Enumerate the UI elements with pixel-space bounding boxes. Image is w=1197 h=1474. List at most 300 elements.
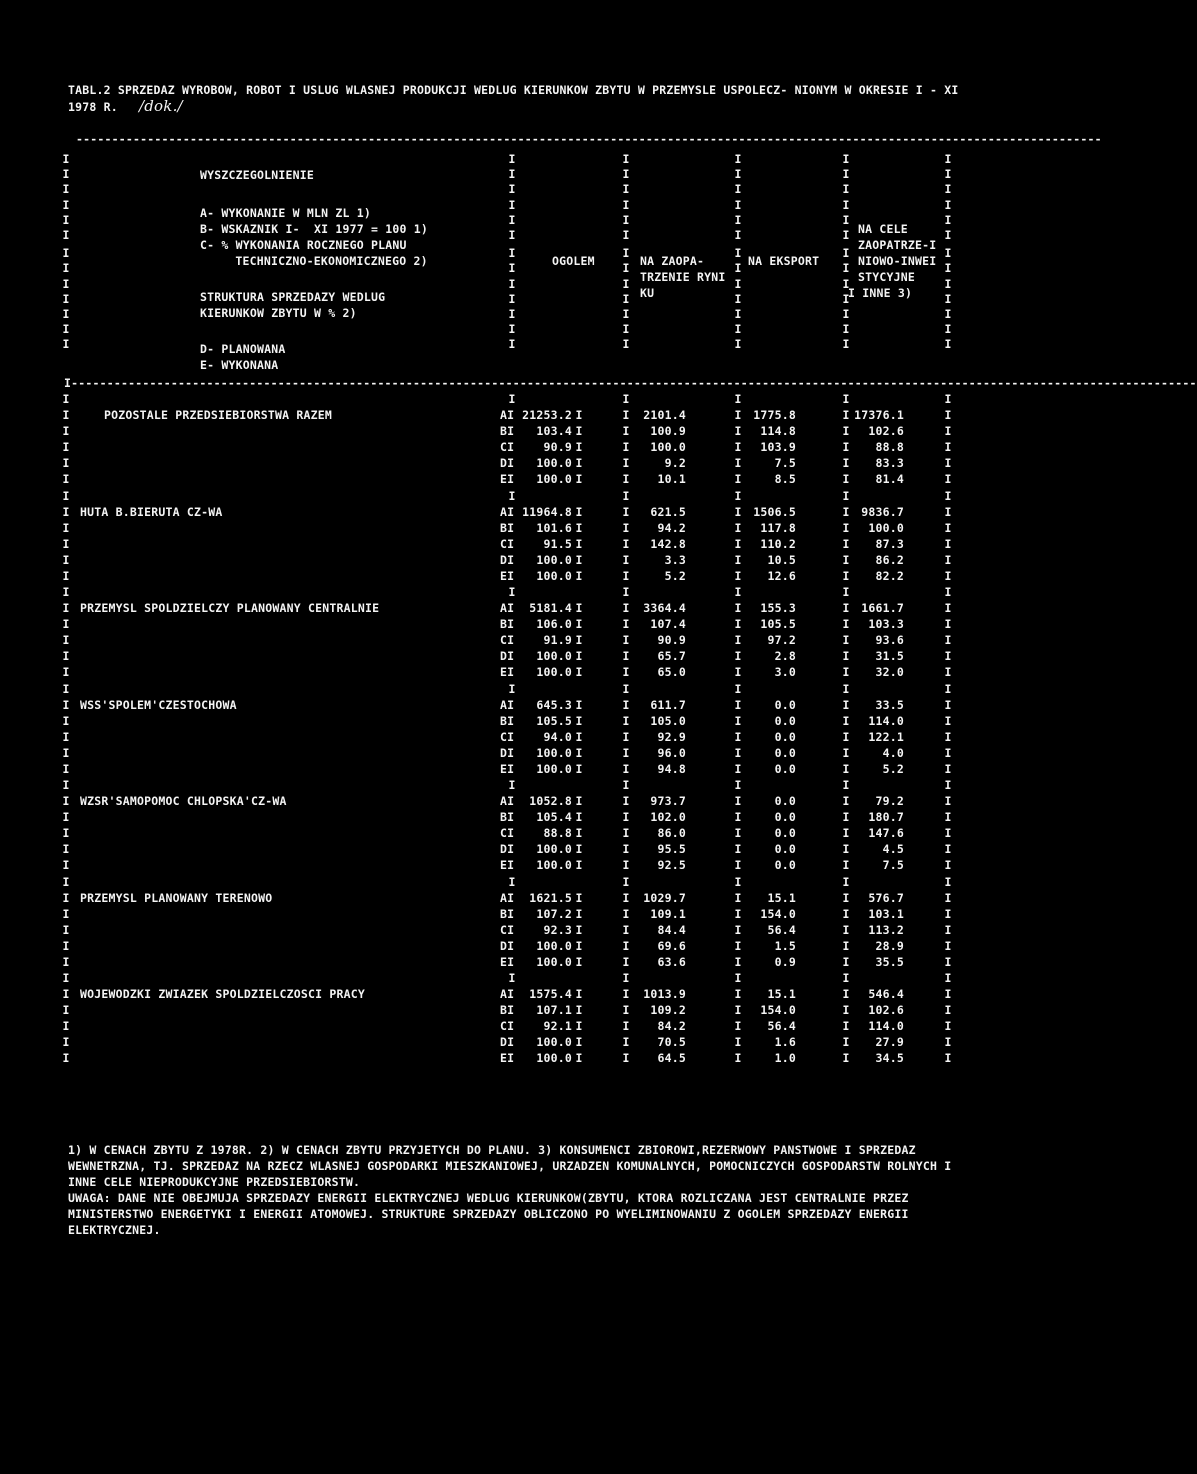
column-divider: I (944, 601, 952, 615)
column-divider: I (944, 922, 952, 937)
column-divider: I (944, 440, 952, 455)
column-divider: I (62, 665, 70, 680)
table-cell: 105.5 (760, 617, 796, 632)
column-divider: I (622, 552, 630, 567)
table-cell: 0.0 (774, 697, 796, 712)
column-divider: I (944, 152, 952, 166)
column-divider: I (842, 665, 850, 680)
column-divider: I (842, 761, 850, 776)
table-cell: 102.0 (650, 810, 686, 825)
column-divider: I (62, 954, 70, 969)
column-divider: I (944, 890, 952, 905)
table-cell: 3.0 (774, 665, 796, 680)
column-divider: I (944, 322, 952, 337)
column-divider: I (842, 745, 850, 760)
table-cell: 8.5 (774, 472, 796, 487)
table-cell: 100.0 (536, 456, 572, 471)
table-cell: 9.2 (664, 456, 686, 471)
column-divider: I (62, 456, 70, 471)
column-divider: I (734, 697, 742, 712)
column-divider: I (734, 585, 742, 599)
column-divider: I (734, 971, 742, 985)
column-divider: I (62, 536, 70, 551)
column-divider: I (734, 392, 742, 406)
header-label-line: C- % WYKONANIA ROCZNEGO PLANU (200, 238, 407, 252)
column-divider: I (944, 729, 952, 744)
column-divider: I (62, 197, 70, 212)
column-divider: I (575, 424, 583, 439)
column-divider: I (508, 971, 516, 985)
table-cell: 88.8 (875, 440, 904, 455)
column-divider: I (622, 745, 630, 760)
column-divider: I (944, 794, 952, 808)
column-divider: I (62, 681, 70, 696)
table-cell: 973.7 (650, 794, 686, 808)
column-divider: I (622, 906, 630, 921)
column-divider: I (842, 197, 850, 212)
table-cell: 109.2 (650, 1003, 686, 1018)
column-divider: I (575, 745, 583, 760)
table-cell: 107.4 (650, 617, 686, 632)
column-divider: I (575, 408, 583, 422)
table-cell: 114.0 (868, 713, 904, 728)
table-cell: 65.0 (657, 665, 686, 680)
column-divider: I (62, 906, 70, 921)
table-cell: 82.2 (875, 568, 904, 583)
column-divider: I (622, 794, 630, 808)
column-divider: I (62, 761, 70, 776)
column-divider: I (944, 697, 952, 712)
table-cell: 0.0 (774, 745, 796, 760)
row-name: WSS'SPOLEM'CZESTOCHOWA (80, 697, 237, 712)
header-zaopatrzenie-line: TRZENIE RYNI (640, 270, 726, 284)
column-divider: I (734, 182, 742, 197)
column-divider: I (842, 1003, 850, 1018)
column-divider: I (622, 633, 630, 648)
table-cell: 92.9 (657, 729, 686, 744)
table-cell: 105.0 (650, 713, 686, 728)
column-divider: I (842, 536, 850, 551)
column-divider: I (734, 552, 742, 567)
table-cell: 117.8 (760, 520, 796, 535)
footnote-note: UWAGA: DANE NIE OBEJMUJA SPRZEDAZY ENERGII ELEKTRYCZNEJ WEDLUG KIERUNKOW(ZBYTU, KTORA ROZLICZANA JEST CENTRALNIE PRZEZ MINISTERSTWO ENERGETYKI I ENERGII ATOMOWEJ. STRUKTURE SPRZEDAZY OBLICZONO PO WYELIMINOWANIU Z OGOLEM SPRZEDAZY ENERGII ELEKTRYCZNEJ. (68, 1191, 909, 1237)
indicator-code: CI (500, 826, 515, 841)
column-divider: I (944, 585, 952, 599)
table-cell: 31.5 (875, 649, 904, 664)
table-cell: 15.1 (767, 890, 796, 905)
table-cell: 100.0 (868, 520, 904, 535)
table-cell: 15.1 (767, 987, 796, 1001)
indicator-code: DI (500, 456, 515, 471)
table-cell: 92.3 (543, 922, 572, 937)
column-divider: I (944, 761, 952, 776)
table-cell: 4.0 (882, 745, 904, 760)
column-divider: I (622, 585, 630, 599)
column-divider: I (62, 424, 70, 439)
column-divider: I (62, 778, 70, 792)
column-divider: I (62, 440, 70, 455)
table-cell: 114.0 (868, 1019, 904, 1034)
column-divider: I (734, 874, 742, 889)
column-divider: I (842, 1019, 850, 1034)
column-divider: I (575, 665, 583, 680)
column-divider: I (622, 1035, 630, 1050)
column-divider: I (622, 826, 630, 841)
column-divider: I (622, 1003, 630, 1018)
column-divider: I (62, 987, 70, 1001)
column-divider: I (944, 246, 952, 261)
column-divider: I (622, 778, 630, 792)
column-divider: I (622, 987, 630, 1001)
table-cell: 1621.5 (529, 890, 572, 905)
column-divider: I (944, 1051, 952, 1066)
column-divider: I (842, 810, 850, 825)
table-cell: 100.0 (536, 472, 572, 487)
column-divider: I (842, 246, 850, 261)
column-divider: I (575, 794, 583, 808)
table-title (68, 82, 968, 115)
column-divider: I (734, 826, 742, 841)
column-divider: I (575, 552, 583, 567)
table-cell: 21253.2 (522, 408, 572, 422)
table-cell: 84.2 (657, 1019, 686, 1034)
column-divider: I (622, 408, 630, 422)
column-divider: I (944, 536, 952, 551)
column-divider: I (62, 585, 70, 599)
table-cell: 86.2 (875, 552, 904, 567)
table-cell: 64.5 (657, 1051, 686, 1066)
column-divider: I (508, 167, 516, 182)
column-divider: I (575, 826, 583, 841)
table-cell: 94.0 (543, 729, 572, 744)
column-divider: I (575, 954, 583, 969)
column-divider: I (734, 601, 742, 615)
table-cell: 103.9 (760, 440, 796, 455)
column-divider: I (944, 778, 952, 792)
header-cele-line: NA CELE (858, 222, 908, 236)
indicator-code: CI (500, 1019, 515, 1034)
column-divider: I (734, 261, 742, 276)
column-divider: I (944, 167, 952, 182)
column-divider: I (734, 649, 742, 664)
column-divider: I (842, 392, 850, 406)
column-divider: I (944, 228, 952, 242)
column-divider: I (734, 922, 742, 937)
column-divider: I (734, 938, 742, 953)
indicator-code: AI (500, 504, 515, 519)
column-divider: I (734, 617, 742, 632)
column-divider: I (734, 228, 742, 242)
column-divider: I (62, 890, 70, 905)
column-divider: I (622, 212, 630, 227)
column-divider: I (944, 182, 952, 197)
table-cell: 27.9 (875, 1035, 904, 1050)
table-cell: 100.0 (536, 745, 572, 760)
table-cell: 33.5 (875, 697, 904, 712)
table-cell: 100.0 (536, 858, 572, 873)
column-divider: I (944, 874, 952, 889)
column-divider: I (944, 456, 952, 471)
column-divider: I (622, 261, 630, 276)
column-divider: I (622, 337, 630, 352)
column-divider: I (62, 858, 70, 873)
column-divider: I (575, 1051, 583, 1066)
table-cell: 32.0 (875, 665, 904, 680)
column-divider: I (622, 246, 630, 261)
column-divider: I (622, 152, 630, 166)
table-cell: 100.0 (536, 665, 572, 680)
column-divider: I (62, 337, 70, 352)
column-divider: I (842, 585, 850, 599)
column-divider: I (944, 826, 952, 841)
column-divider: I (842, 906, 850, 921)
indicator-code: DI (500, 938, 515, 953)
column-divider: I (842, 971, 850, 985)
table-cell: 1052.8 (529, 794, 572, 808)
column-divider: I (62, 182, 70, 197)
column-divider: I (734, 794, 742, 808)
table-cell: 84.4 (657, 922, 686, 937)
column-divider: I (734, 778, 742, 792)
column-divider: I (622, 761, 630, 776)
header-label-line: A- WYKONANIE W MLN ZL 1) (200, 206, 371, 220)
table-cell: 110.2 (760, 536, 796, 551)
table-cell: 113.2 (868, 922, 904, 937)
table-cell: 1661.7 (861, 601, 904, 615)
column-divider: I (575, 617, 583, 632)
table-cell: 88.8 (543, 826, 572, 841)
table-cell: 69.6 (657, 938, 686, 953)
column-divider: I (62, 307, 70, 321)
indicator-code: CI (500, 536, 515, 551)
column-divider: I (842, 1035, 850, 1050)
column-divider: I (842, 307, 850, 321)
table-cell: 35.5 (875, 954, 904, 969)
column-divider: I (622, 938, 630, 953)
column-divider: I (842, 520, 850, 535)
column-divider: I (944, 938, 952, 953)
column-divider: I (734, 713, 742, 728)
column-divider: I (62, 392, 70, 406)
column-divider: I (734, 842, 742, 857)
indicator-code: BI (500, 1003, 515, 1018)
column-divider: I (842, 890, 850, 905)
title-text: TABL.2 SPRZEDAZ WYROBOW, ROBOT I USLUG WLASNEJ PRODUKCJI WEDLUG KIERUNKOW ZBYTU W PRZEMYSLE USPOLECZ- NIONYM W OKRESIE I - XI 1978 R. (68, 83, 959, 114)
table-cell: 10.1 (657, 472, 686, 487)
column-divider: I (62, 1019, 70, 1034)
table-cell: 92.5 (657, 858, 686, 873)
table-cell: 90.9 (657, 633, 686, 648)
column-divider: I (62, 212, 70, 227)
column-divider: I (575, 1035, 583, 1050)
column-divider: I (734, 954, 742, 969)
indicator-code: DI (500, 842, 515, 857)
table-cell: 81.4 (875, 472, 904, 487)
column-divider: I (622, 601, 630, 615)
column-divider: I (622, 890, 630, 905)
column-divider: I (734, 504, 742, 519)
table-cell: 154.0 (760, 906, 796, 921)
column-divider: I (944, 665, 952, 680)
table-cell: 100.0 (536, 954, 572, 969)
header-cele-line: ZAOPATRZE-I (858, 238, 937, 252)
column-divider: I (842, 276, 850, 291)
header-label-line: WYSZCZEGOLNIENIE (200, 168, 314, 182)
table-cell: 11964.8 (522, 504, 572, 519)
column-divider: I (62, 1003, 70, 1018)
row-name: PRZEMYSL SPOLDZIELCZY PLANOWANY CENTRALNIE (80, 601, 380, 615)
table-cell: 9836.7 (861, 504, 904, 519)
column-divider: I (62, 152, 70, 166)
column-divider: I (944, 261, 952, 276)
column-divider: I (575, 440, 583, 455)
table-cell: 97.2 (767, 633, 796, 648)
column-divider: I (62, 1051, 70, 1066)
table-cell: 147.6 (868, 826, 904, 841)
column-divider: I (508, 291, 516, 306)
column-divider: I (944, 713, 952, 728)
header-zaopatrzenie-line: NA ZAOPA- (640, 254, 705, 268)
column-divider: I (622, 617, 630, 632)
column-divider: I (622, 167, 630, 182)
column-divider: I (62, 228, 70, 242)
indicator-code: AI (500, 697, 515, 712)
indicator-code: BI (500, 906, 515, 921)
column-divider: I (575, 906, 583, 921)
column-divider: I (944, 337, 952, 352)
column-divider: I (622, 713, 630, 728)
table-cell: 0.0 (774, 761, 796, 776)
column-divider: I (575, 520, 583, 535)
column-divider: I (575, 810, 583, 825)
column-divider: I (508, 337, 516, 352)
column-divider: I (622, 954, 630, 969)
column-divider: I (842, 488, 850, 503)
indicator-code: EI (500, 954, 515, 969)
column-divider: I (734, 424, 742, 439)
column-divider: I (62, 842, 70, 857)
column-divider: I (842, 568, 850, 583)
indicator-code: DI (500, 745, 515, 760)
header-ogolem: OGOLEM (552, 254, 595, 268)
column-divider: I (842, 778, 850, 792)
column-divider: I (842, 987, 850, 1001)
column-divider: I (734, 536, 742, 551)
column-divider: I (622, 665, 630, 680)
column-divider: I (575, 922, 583, 937)
table-cell: 94.8 (657, 761, 686, 776)
column-divider: I (842, 408, 850, 422)
column-divider: I (62, 246, 70, 261)
indicator-code: BI (500, 617, 515, 632)
column-divider: I (944, 520, 952, 535)
column-divider: I (508, 874, 516, 889)
header-cele-line: STYCYJNE (858, 270, 915, 284)
table-cell: 0.0 (774, 713, 796, 728)
column-divider: I (622, 1051, 630, 1066)
column-divider: I (62, 938, 70, 953)
column-divider: I (734, 633, 742, 648)
column-divider: I (734, 729, 742, 744)
column-divider: I (842, 697, 850, 712)
header-cele-line: I INNE 3) (848, 286, 913, 300)
column-divider: I (842, 212, 850, 227)
table-cell: 101.6 (536, 520, 572, 535)
indicator-code: BI (500, 810, 515, 825)
column-divider: I (842, 713, 850, 728)
column-divider: I (62, 504, 70, 519)
column-divider: I (944, 858, 952, 873)
column-divider: I (508, 392, 516, 406)
indicator-code: EI (500, 761, 515, 776)
column-divider: I (508, 585, 516, 599)
column-divider: I (842, 649, 850, 664)
table-cell: 2101.4 (643, 408, 686, 422)
column-divider: I (62, 261, 70, 276)
row-name: WOJEWODZKI ZWIAZEK SPOLDZIELCZOSCI PRACY (80, 987, 365, 1001)
column-divider: I (575, 536, 583, 551)
table-cell: 79.2 (875, 794, 904, 808)
column-divider: I (944, 633, 952, 648)
column-divider: I (944, 1035, 952, 1050)
column-divider: I (944, 472, 952, 487)
column-divider: I (734, 858, 742, 873)
table-cell: 1775.8 (753, 408, 796, 422)
column-divider: I (622, 697, 630, 712)
header-label-line: D- PLANOWANA (200, 342, 286, 356)
column-divider: I (944, 1019, 952, 1034)
column-divider: I (734, 167, 742, 182)
column-divider: I (622, 322, 630, 337)
table-cell: 576.7 (868, 890, 904, 905)
table-cell: 4.5 (882, 842, 904, 857)
table-cell: 86.0 (657, 826, 686, 841)
table-cell: 103.4 (536, 424, 572, 439)
column-divider: I (734, 987, 742, 1001)
table-cell: 100.0 (536, 552, 572, 567)
table-cell: 83.3 (875, 456, 904, 471)
footnote-1: 1) W CENACH ZBYTU Z 1978R. 2) W CENACH ZBYTU PRZYJETYCH DO PLANU. 3) KONSUMENCI ZBIOROWI,REZERWOWY PANSTWOWE I SPRZEDAZ WEWNETRZNA, TJ. SPRZEDAZ NA RZECZ WLASNEJ GOSPODARKI MIESZKANIOWEJ, URZADZEN KOMUNALNYCH, POMOCNICZYCH GOSPODARSTW ROLNYCH I INNE CELE NIEPRODUKCYJNE PRZEDSIEBIORSTW. (68, 1143, 952, 1189)
table-cell: 142.8 (650, 536, 686, 551)
indicator-code: BI (500, 424, 515, 439)
column-divider: I (944, 906, 952, 921)
table-cell: 103.3 (868, 617, 904, 632)
table-cell: 621.5 (650, 504, 686, 519)
table-cell: 93.6 (875, 633, 904, 648)
column-divider: I (622, 1019, 630, 1034)
column-divider: I (575, 697, 583, 712)
table-cell: 96.0 (657, 745, 686, 760)
table-cell: 100.0 (536, 842, 572, 857)
column-divider: I (842, 424, 850, 439)
table-cell: 100.0 (536, 568, 572, 583)
indicator-code: DI (500, 1035, 515, 1050)
column-divider: I (62, 601, 70, 615)
column-divider: I (622, 291, 630, 306)
column-divider: I (62, 826, 70, 841)
column-divider: I (944, 842, 952, 857)
column-divider: I (944, 649, 952, 664)
indicator-code: EI (500, 568, 515, 583)
table-cell: 1575.4 (529, 987, 572, 1001)
column-divider: I (734, 1003, 742, 1018)
column-divider: I (62, 408, 70, 422)
table-cell: 180.7 (868, 810, 904, 825)
column-divider: I (944, 681, 952, 696)
table-cell: 91.9 (543, 633, 572, 648)
table-cell: 5.2 (882, 761, 904, 776)
column-divider: I (944, 392, 952, 406)
